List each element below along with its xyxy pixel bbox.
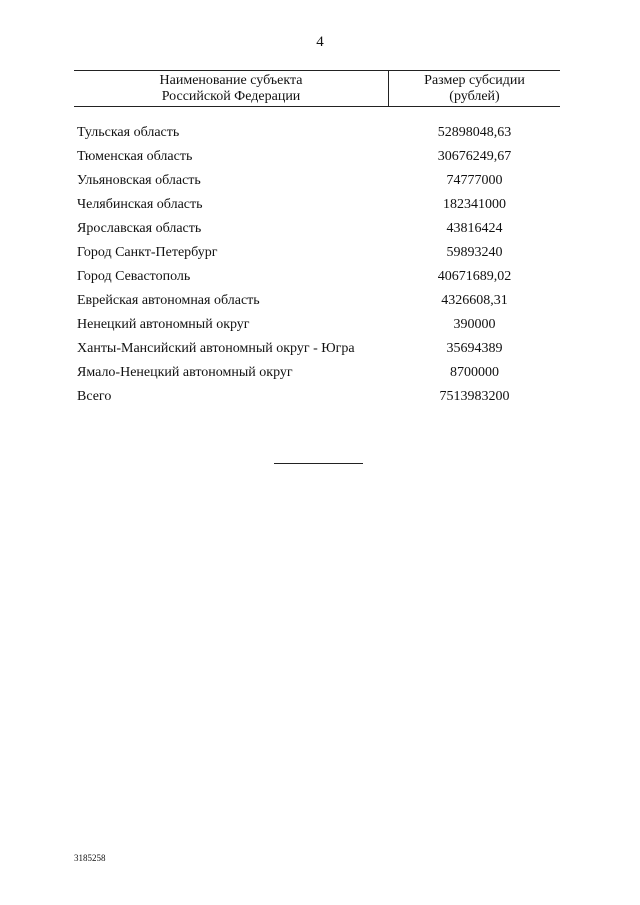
table-row <box>77 313 560 337</box>
subsidy-amount: 4326608,31 <box>441 293 508 308</box>
subsidy-amount: 59893240 <box>446 245 503 260</box>
subsidy-amount: 30676249,67 <box>437 149 512 164</box>
region-name: Челябинская область <box>77 197 203 212</box>
header-subject-name <box>74 71 389 106</box>
header-subsidy-amount-line-1: Размер субсидии <box>424 73 525 88</box>
subsidy-amount: 52898048,63 <box>437 125 512 140</box>
document-code: 3185258 <box>74 853 106 863</box>
table-row <box>77 217 560 241</box>
table-row-total <box>77 385 560 409</box>
subsidy-amount: 390000 <box>453 317 496 332</box>
table-row <box>77 361 560 385</box>
header-subsidy-amount-line-2: (рублей) <box>449 89 500 104</box>
region-name: Город Севастополь <box>77 269 191 284</box>
region-name: Ульяновская область <box>77 173 201 188</box>
region-name: Город Санкт-Петербург <box>77 245 218 260</box>
header-subsidy-amount <box>389 71 560 108</box>
region-name: Еврейская автономная область <box>77 293 260 308</box>
end-of-table-rule <box>274 463 363 464</box>
subsidy-amount: 8700000 <box>450 365 499 380</box>
table-row <box>77 265 560 289</box>
table-row <box>77 337 560 361</box>
table-row <box>77 121 560 145</box>
table-row <box>77 145 560 169</box>
region-name: Тюменская область <box>77 149 193 164</box>
subsidy-amount: 74777000 <box>446 173 503 188</box>
region-name: Ханты-Мансийский автономный округ - Югра <box>77 341 355 356</box>
subsidy-amount: 43816424 <box>446 221 503 236</box>
header-subject-name-line-2: Российской Федерации <box>161 89 301 104</box>
subsidy-amount: 40671689,02 <box>437 269 512 284</box>
region-name: Тульская область <box>77 125 180 140</box>
region-name: Ненецкий автономный округ <box>77 317 250 332</box>
subsidy-amount: 35694389 <box>446 341 503 356</box>
page-number: 4 <box>316 34 324 50</box>
region-name: Ярославская область <box>77 221 202 236</box>
total-label: Всего <box>77 389 112 404</box>
table-row <box>77 169 560 193</box>
subsidy-amount: 182341000 <box>443 197 506 212</box>
total-amount: 7513983200 <box>439 389 510 404</box>
region-name: Ямало-Ненецкий автономный округ <box>77 365 293 380</box>
table-row <box>77 193 560 217</box>
table-row <box>77 241 560 265</box>
table-body <box>77 121 560 409</box>
table-header <box>74 70 560 107</box>
header-subject-name-line-1: Наименование субъекта <box>159 73 303 88</box>
table-row <box>77 289 560 313</box>
